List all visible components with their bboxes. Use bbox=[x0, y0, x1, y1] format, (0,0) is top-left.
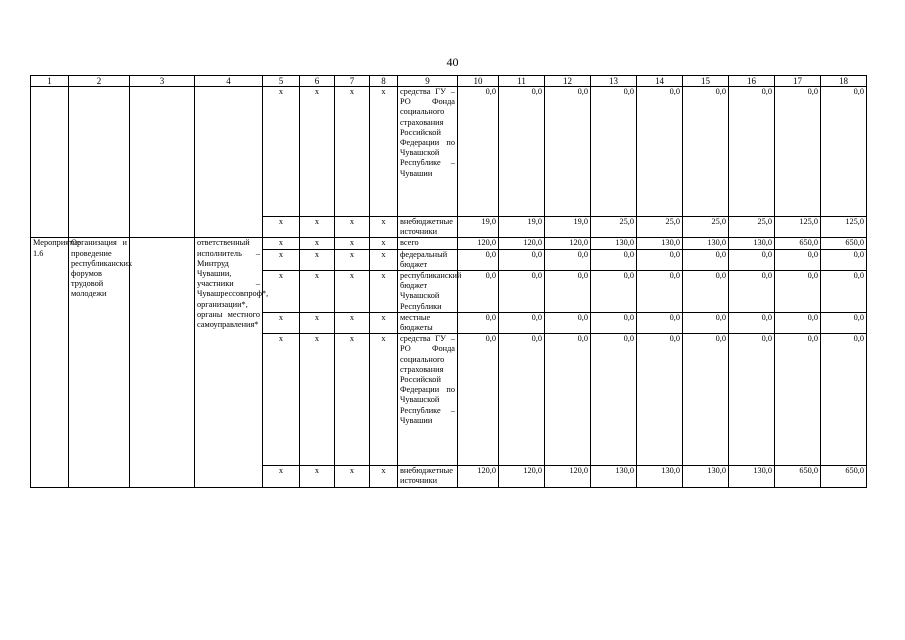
col-header: 6 bbox=[300, 76, 335, 87]
col-header: 17 bbox=[775, 76, 821, 87]
value-cell: 0,0 bbox=[591, 271, 637, 313]
col-header: 1 bbox=[31, 76, 69, 87]
value-cell: 25,0 bbox=[637, 217, 683, 238]
funding-source: внебюджетные источники bbox=[398, 217, 458, 238]
value-cell: 0,0 bbox=[729, 312, 775, 333]
mark-cell: x bbox=[335, 249, 370, 270]
value-cell: 0,0 bbox=[637, 87, 683, 217]
value-cell: 0,0 bbox=[499, 271, 545, 313]
mark-cell: x bbox=[263, 271, 300, 313]
value-cell: 120,0 bbox=[545, 466, 591, 487]
value-cell: 0,0 bbox=[591, 334, 637, 466]
mark-cell: x bbox=[370, 87, 398, 217]
col-header: 12 bbox=[545, 76, 591, 87]
value-cell: 0,0 bbox=[775, 312, 821, 333]
value-cell: 130,0 bbox=[729, 466, 775, 487]
mark-cell: x bbox=[370, 217, 398, 238]
table-row bbox=[31, 87, 867, 217]
col-header: 18 bbox=[821, 76, 867, 87]
funding-source: федеральный бюджет bbox=[398, 249, 458, 270]
value-cell: 0,0 bbox=[591, 87, 637, 217]
value-cell: 0,0 bbox=[821, 334, 867, 466]
value-cell: 120,0 bbox=[545, 238, 591, 249]
empty-cell bbox=[69, 87, 130, 238]
value-cell: 0,0 bbox=[545, 334, 591, 466]
table-row bbox=[31, 238, 867, 249]
empty-cell bbox=[130, 238, 195, 487]
value-cell: 0,0 bbox=[729, 249, 775, 270]
mark-cell: x bbox=[370, 466, 398, 487]
value-cell: 130,0 bbox=[683, 466, 729, 487]
value-cell: 0,0 bbox=[545, 249, 591, 270]
value-cell: 0,0 bbox=[458, 334, 499, 466]
mark-cell: x bbox=[300, 249, 335, 270]
value-cell: 25,0 bbox=[591, 217, 637, 238]
value-cell: 120,0 bbox=[458, 466, 499, 487]
mark-cell: x bbox=[335, 312, 370, 333]
page-number: 40 bbox=[446, 55, 459, 69]
value-cell: 25,0 bbox=[729, 217, 775, 238]
funding-source: республиканский бюджет Чувашской Республики bbox=[398, 271, 458, 313]
value-cell: 650,0 bbox=[775, 238, 821, 249]
value-cell: 0,0 bbox=[729, 271, 775, 313]
value-cell: 0,0 bbox=[637, 312, 683, 333]
mark-cell: x bbox=[300, 334, 335, 466]
value-cell: 0,0 bbox=[545, 312, 591, 333]
mark-cell: x bbox=[335, 334, 370, 466]
col-header: 15 bbox=[683, 76, 729, 87]
value-cell: 120,0 bbox=[458, 238, 499, 249]
col-header: 13 bbox=[591, 76, 637, 87]
value-cell: 120,0 bbox=[499, 238, 545, 249]
mark-cell: x bbox=[335, 271, 370, 313]
measure-name: Организация и проведение республиканских форумов трудовой молодежи bbox=[69, 238, 130, 487]
mark-cell: x bbox=[370, 238, 398, 249]
col-header: 2 bbox=[69, 76, 130, 87]
mark-cell: x bbox=[263, 238, 300, 249]
empty-cell bbox=[195, 87, 263, 238]
mark-cell: x bbox=[300, 312, 335, 333]
mark-cell: x bbox=[335, 466, 370, 487]
mark-cell: x bbox=[335, 87, 370, 217]
mark-cell: x bbox=[370, 249, 398, 270]
value-cell: 0,0 bbox=[499, 249, 545, 270]
value-cell: 130,0 bbox=[637, 238, 683, 249]
mark-cell: x bbox=[263, 87, 300, 217]
col-header: 14 bbox=[637, 76, 683, 87]
value-cell: 0,0 bbox=[775, 249, 821, 270]
mark-cell: x bbox=[335, 238, 370, 249]
value-cell: 650,0 bbox=[821, 466, 867, 487]
funding-source: внебюджетные источники bbox=[398, 466, 458, 487]
value-cell: 0,0 bbox=[499, 334, 545, 466]
mark-cell: x bbox=[263, 334, 300, 466]
value-cell: 0,0 bbox=[683, 87, 729, 217]
mark-cell: x bbox=[300, 271, 335, 313]
value-cell: 0,0 bbox=[637, 249, 683, 270]
funding-source: всего bbox=[398, 238, 458, 249]
value-cell: 0,0 bbox=[683, 334, 729, 466]
funding-source: средства ГУ – РО Фонда социального страхования Российской Федерации по Чувашской Республике – Чувашии bbox=[398, 334, 458, 466]
mark-cell: x bbox=[300, 466, 335, 487]
col-header: 9 bbox=[398, 76, 458, 87]
value-cell: 130,0 bbox=[637, 466, 683, 487]
col-header: 5 bbox=[263, 76, 300, 87]
value-cell: 0,0 bbox=[775, 271, 821, 313]
value-cell: 0,0 bbox=[637, 334, 683, 466]
value-cell: 0,0 bbox=[458, 271, 499, 313]
mark-cell: x bbox=[300, 87, 335, 217]
col-header: 8 bbox=[370, 76, 398, 87]
value-cell: 0,0 bbox=[821, 312, 867, 333]
value-cell: 125,0 bbox=[775, 217, 821, 238]
program-table bbox=[30, 75, 867, 488]
value-cell: 125,0 bbox=[821, 217, 867, 238]
value-cell: 19,0 bbox=[545, 217, 591, 238]
value-cell: 0,0 bbox=[591, 312, 637, 333]
funding-source: местные бюджеты bbox=[398, 312, 458, 333]
measure-code: Мероприятие 1.6 bbox=[31, 238, 69, 487]
mark-cell: x bbox=[335, 217, 370, 238]
empty-cell bbox=[130, 87, 195, 238]
mark-cell: x bbox=[263, 466, 300, 487]
value-cell: 0,0 bbox=[683, 249, 729, 270]
value-cell: 130,0 bbox=[683, 238, 729, 249]
value-cell: 0,0 bbox=[821, 249, 867, 270]
value-cell: 0,0 bbox=[729, 87, 775, 217]
value-cell: 0,0 bbox=[545, 271, 591, 313]
value-cell: 130,0 bbox=[591, 238, 637, 249]
value-cell: 25,0 bbox=[683, 217, 729, 238]
value-cell: 0,0 bbox=[545, 87, 591, 217]
value-cell: 0,0 bbox=[729, 334, 775, 466]
value-cell: 650,0 bbox=[775, 466, 821, 487]
value-cell: 0,0 bbox=[458, 312, 499, 333]
value-cell: 0,0 bbox=[775, 334, 821, 466]
mark-cell: x bbox=[300, 238, 335, 249]
value-cell: 0,0 bbox=[458, 249, 499, 270]
value-cell: 0,0 bbox=[591, 249, 637, 270]
col-header: 7 bbox=[335, 76, 370, 87]
value-cell: 130,0 bbox=[591, 466, 637, 487]
responsible-executor: ответственный исполнитель – Минтруд Чувашии, участники – Чувашрессовпроф*, организации*, органы местного самоуправления* bbox=[195, 238, 263, 487]
mark-cell: x bbox=[263, 249, 300, 270]
value-cell: 0,0 bbox=[775, 87, 821, 217]
mark-cell: x bbox=[300, 217, 335, 238]
value-cell: 19,0 bbox=[499, 217, 545, 238]
column-number-row bbox=[31, 76, 867, 87]
value-cell: 0,0 bbox=[683, 271, 729, 313]
value-cell: 0,0 bbox=[683, 312, 729, 333]
empty-cell bbox=[31, 87, 69, 238]
col-header: 4 bbox=[195, 76, 263, 87]
col-header: 3 bbox=[130, 76, 195, 87]
value-cell: 19,0 bbox=[458, 217, 499, 238]
value-cell: 0,0 bbox=[499, 87, 545, 217]
mark-cell: x bbox=[263, 217, 300, 238]
value-cell: 0,0 bbox=[821, 271, 867, 313]
col-header: 10 bbox=[458, 76, 499, 87]
value-cell: 650,0 bbox=[821, 238, 867, 249]
value-cell: 0,0 bbox=[499, 312, 545, 333]
value-cell: 0,0 bbox=[458, 87, 499, 217]
mark-cell: x bbox=[370, 312, 398, 333]
mark-cell: x bbox=[370, 334, 398, 466]
value-cell: 130,0 bbox=[729, 238, 775, 249]
value-cell: 120,0 bbox=[499, 466, 545, 487]
mark-cell: x bbox=[263, 312, 300, 333]
mark-cell: x bbox=[370, 271, 398, 313]
funding-source: средства ГУ – РО Фонда социального страхования Российской Федерации по Чувашской Республике – Чувашии bbox=[398, 87, 458, 217]
value-cell: 0,0 bbox=[637, 271, 683, 313]
value-cell: 0,0 bbox=[821, 87, 867, 217]
col-header: 16 bbox=[729, 76, 775, 87]
col-header: 11 bbox=[499, 76, 545, 87]
